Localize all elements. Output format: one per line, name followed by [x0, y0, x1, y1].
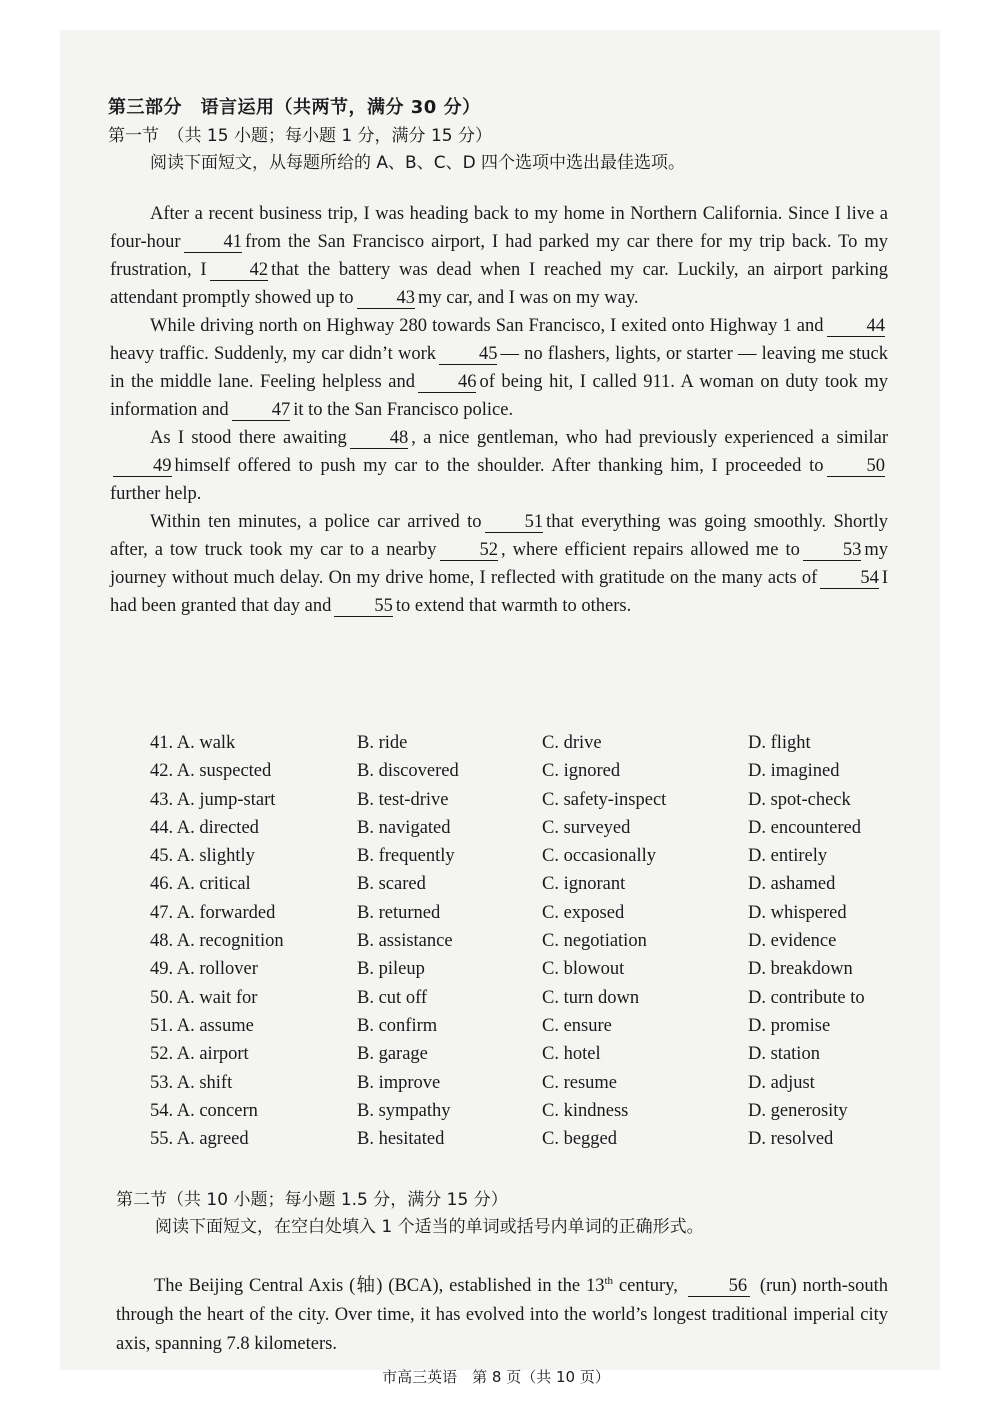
option-d: D. evidence	[748, 931, 837, 952]
option-row-55	[150, 1129, 910, 1157]
answer-options	[150, 733, 910, 1157]
option-row-50	[150, 988, 910, 1016]
blank-42: 42	[210, 260, 269, 281]
option-d: D. flight	[748, 733, 811, 753]
passage-text: my car, and I was on my way.	[418, 288, 639, 308]
passage-text: to extend that warmth to others.	[395, 596, 632, 616]
blank-53: 53	[803, 540, 862, 561]
option-c: C. safety-inspect	[542, 789, 667, 810]
option-d: D. whispered	[748, 902, 847, 923]
option-a: 48. A. recognition	[150, 931, 284, 952]
passage-text: , a nice gentleman, who had previously experienced a similar	[411, 428, 888, 448]
option-c: C. kindness	[542, 1100, 629, 1121]
option-b: B. hesitated	[357, 1129, 445, 1150]
option-a: 53. A. shift	[150, 1072, 233, 1093]
option-b: B. confirm	[357, 1015, 438, 1036]
option-b: B. pileup	[357, 959, 425, 980]
option-row-42	[150, 761, 910, 789]
passage-text: (run) north-south through the heart of the city. Over time, it has evolved into the world’s longest traditional imperial city axis, spanning 7.8 kilometers.	[116, 1276, 888, 1354]
option-c: C. ensure	[542, 1015, 612, 1036]
blank-45: 45	[439, 344, 498, 365]
passage-text: from the San Francisco airport, I had parked my car there for my trip back. To my frustration, I	[110, 232, 888, 280]
option-d: D. generosity	[748, 1100, 848, 1121]
option-c: C. ignored	[542, 761, 621, 782]
passage-text: While driving north on Highway 280 towards San Francisco, I exited onto Highway 1 and	[150, 316, 824, 336]
option-b: B. ride	[357, 733, 408, 753]
passage-text: , where efficient repairs allowed me to	[501, 540, 800, 560]
blank-54: 54	[820, 568, 879, 589]
blank-41: 41	[184, 232, 243, 253]
passage-text: After a recent business trip, I was heading back to my home in Northern California. Since I live a four-hour	[110, 204, 888, 252]
option-c: C. negotiation	[542, 931, 647, 952]
blank-51: 51	[485, 512, 544, 533]
option-b: B. assistance	[357, 931, 453, 952]
blank-49: 49	[113, 456, 172, 477]
option-d: D. encountered	[748, 817, 862, 838]
blank-48: 48	[350, 428, 409, 449]
part-title: 第三部分 语言运用（共两节，满分 30 分）	[108, 97, 481, 118]
option-row-45	[150, 846, 910, 874]
option-c: C. drive	[542, 733, 602, 753]
option-d: D. adjust	[748, 1072, 815, 1093]
section2-instruction: 阅读下面短文，在空白处填入 1 个适当的单词或括号内单词的正确形式。	[155, 1217, 704, 1237]
passage-text: — no flashers, lights, or starter — leaving me stuck in the middle lane. Feeling helpless and	[110, 344, 889, 392]
option-a: 41. A. walk	[150, 733, 236, 753]
option-d: D. ashamed	[748, 874, 836, 895]
option-row-48	[150, 931, 910, 959]
option-b: B. test-drive	[357, 789, 449, 810]
blank-50: 50	[827, 456, 886, 477]
option-row-49	[150, 959, 910, 987]
option-b: B. improve	[357, 1072, 441, 1093]
option-a: 45. A. slightly	[150, 846, 255, 867]
passage-text: of being hit, I called 911. A woman on duty took my information and	[110, 372, 888, 420]
option-a: 46. A. critical	[150, 874, 251, 895]
option-a: 52. A. airport	[150, 1044, 249, 1065]
option-a: 49. A. rollover	[150, 959, 258, 980]
option-c: C. begged	[542, 1129, 618, 1150]
passage-text: further help.	[110, 484, 202, 504]
option-b: B. sympathy	[357, 1100, 451, 1121]
grammar-fill-passage	[116, 1272, 888, 1359]
option-c: C. hotel	[542, 1044, 601, 1065]
paragraph-2	[110, 312, 888, 424]
section1-instruction: 阅读下面短文，从每题所给的 A、B、C、D 四个选项中选出最佳选项。	[150, 153, 686, 173]
option-row-46	[150, 874, 910, 902]
option-d: D. contribute to	[748, 987, 865, 1008]
option-c: C. ignorant	[542, 874, 626, 895]
option-a: 42. A. suspected	[150, 761, 272, 782]
option-a: 54. A. concern	[150, 1100, 258, 1121]
blank-52: 52	[440, 540, 499, 561]
option-a: 47. A. forwarded	[150, 902, 276, 923]
option-a: 44. A. directed	[150, 817, 259, 838]
section2-title: 第二节（共 10 小题；每小题 1.5 分，满分 15 分）	[116, 1190, 508, 1210]
option-a: 55. A. agreed	[150, 1129, 249, 1150]
passage-text: I had been granted that day and	[110, 568, 888, 616]
option-a: 43. A. jump-start	[150, 789, 276, 810]
option-b: B. garage	[357, 1044, 428, 1065]
paragraph-1	[110, 200, 888, 312]
passage-text: heavy traffic. Suddenly, my car didn’t work	[110, 344, 436, 364]
blank-55: 55	[334, 596, 393, 617]
option-d: D. promise	[748, 1015, 831, 1036]
cloze-passage	[110, 200, 888, 620]
passage-text: himself offered to push my car to the shoulder. After thanking him, I proceeded to	[174, 456, 824, 476]
paragraph-bca	[116, 1272, 888, 1359]
passage-text: Within ten minutes, a police car arrived to	[150, 512, 482, 532]
option-b: B. navigated	[357, 817, 451, 838]
option-c: C. exposed	[542, 902, 625, 923]
option-b: B. frequently	[357, 846, 455, 867]
option-row-41	[150, 733, 910, 761]
option-b: B. scared	[357, 874, 426, 895]
option-row-47	[150, 903, 910, 931]
option-row-53	[150, 1073, 910, 1101]
option-row-52	[150, 1044, 910, 1072]
section1-title: 第一节 （共 15 小题；每小题 1 分，满分 15 分）	[108, 126, 493, 146]
paragraph-4	[110, 508, 888, 620]
blank-56: 56	[688, 1276, 750, 1297]
blank-47: 47	[232, 400, 291, 421]
passage-text: that everything was going smoothly. Shortly after, a tow truck took my car to a nearby	[110, 512, 888, 560]
option-row-43	[150, 790, 910, 818]
option-row-44	[150, 818, 910, 846]
option-c: C. turn down	[542, 987, 640, 1008]
option-d: D. imagined	[748, 761, 840, 782]
passage-text: it to the San Francisco police.	[293, 400, 514, 420]
option-row-51	[150, 1016, 910, 1044]
ordinal-suffix: th	[604, 1274, 614, 1287]
blank-43: 43	[357, 288, 416, 309]
passage-text: As I stood there awaiting	[150, 428, 347, 448]
passage-text: The Beijing Central Axis (轴) (BCA), established in the 13	[154, 1276, 605, 1296]
option-b: B. cut off	[357, 987, 428, 1008]
option-b: B. returned	[357, 902, 441, 923]
passage-text: century,	[618, 1276, 678, 1296]
option-c: C. blowout	[542, 959, 625, 980]
passage-text: that the battery was dead when I reached my car. Luckily, an airport parking attendant promptly showed up to	[110, 260, 888, 308]
option-d: D. spot-check	[748, 789, 851, 810]
blank-44: 44	[827, 316, 886, 337]
option-c: C. resume	[542, 1072, 618, 1093]
option-c: C. surveyed	[542, 817, 631, 838]
option-c: C. occasionally	[542, 846, 657, 867]
option-d: D. breakdown	[748, 959, 853, 980]
option-d: D. station	[748, 1044, 820, 1065]
option-a: 51. A. assume	[150, 1015, 254, 1036]
page-footer: 市高三英语 第 8 页（共 10 页）	[382, 1368, 610, 1386]
option-a: 50. A. wait for	[150, 987, 258, 1008]
option-d: D. resolved	[748, 1129, 834, 1150]
option-d: D. entirely	[748, 846, 828, 867]
passage-text: my journey without much delay. On my drive home, I reflected with gratitude on the many acts of	[110, 540, 888, 588]
blank-46: 46	[418, 372, 477, 393]
option-row-54	[150, 1101, 910, 1129]
option-b: B. discovered	[357, 761, 459, 782]
paragraph-3	[110, 424, 888, 508]
